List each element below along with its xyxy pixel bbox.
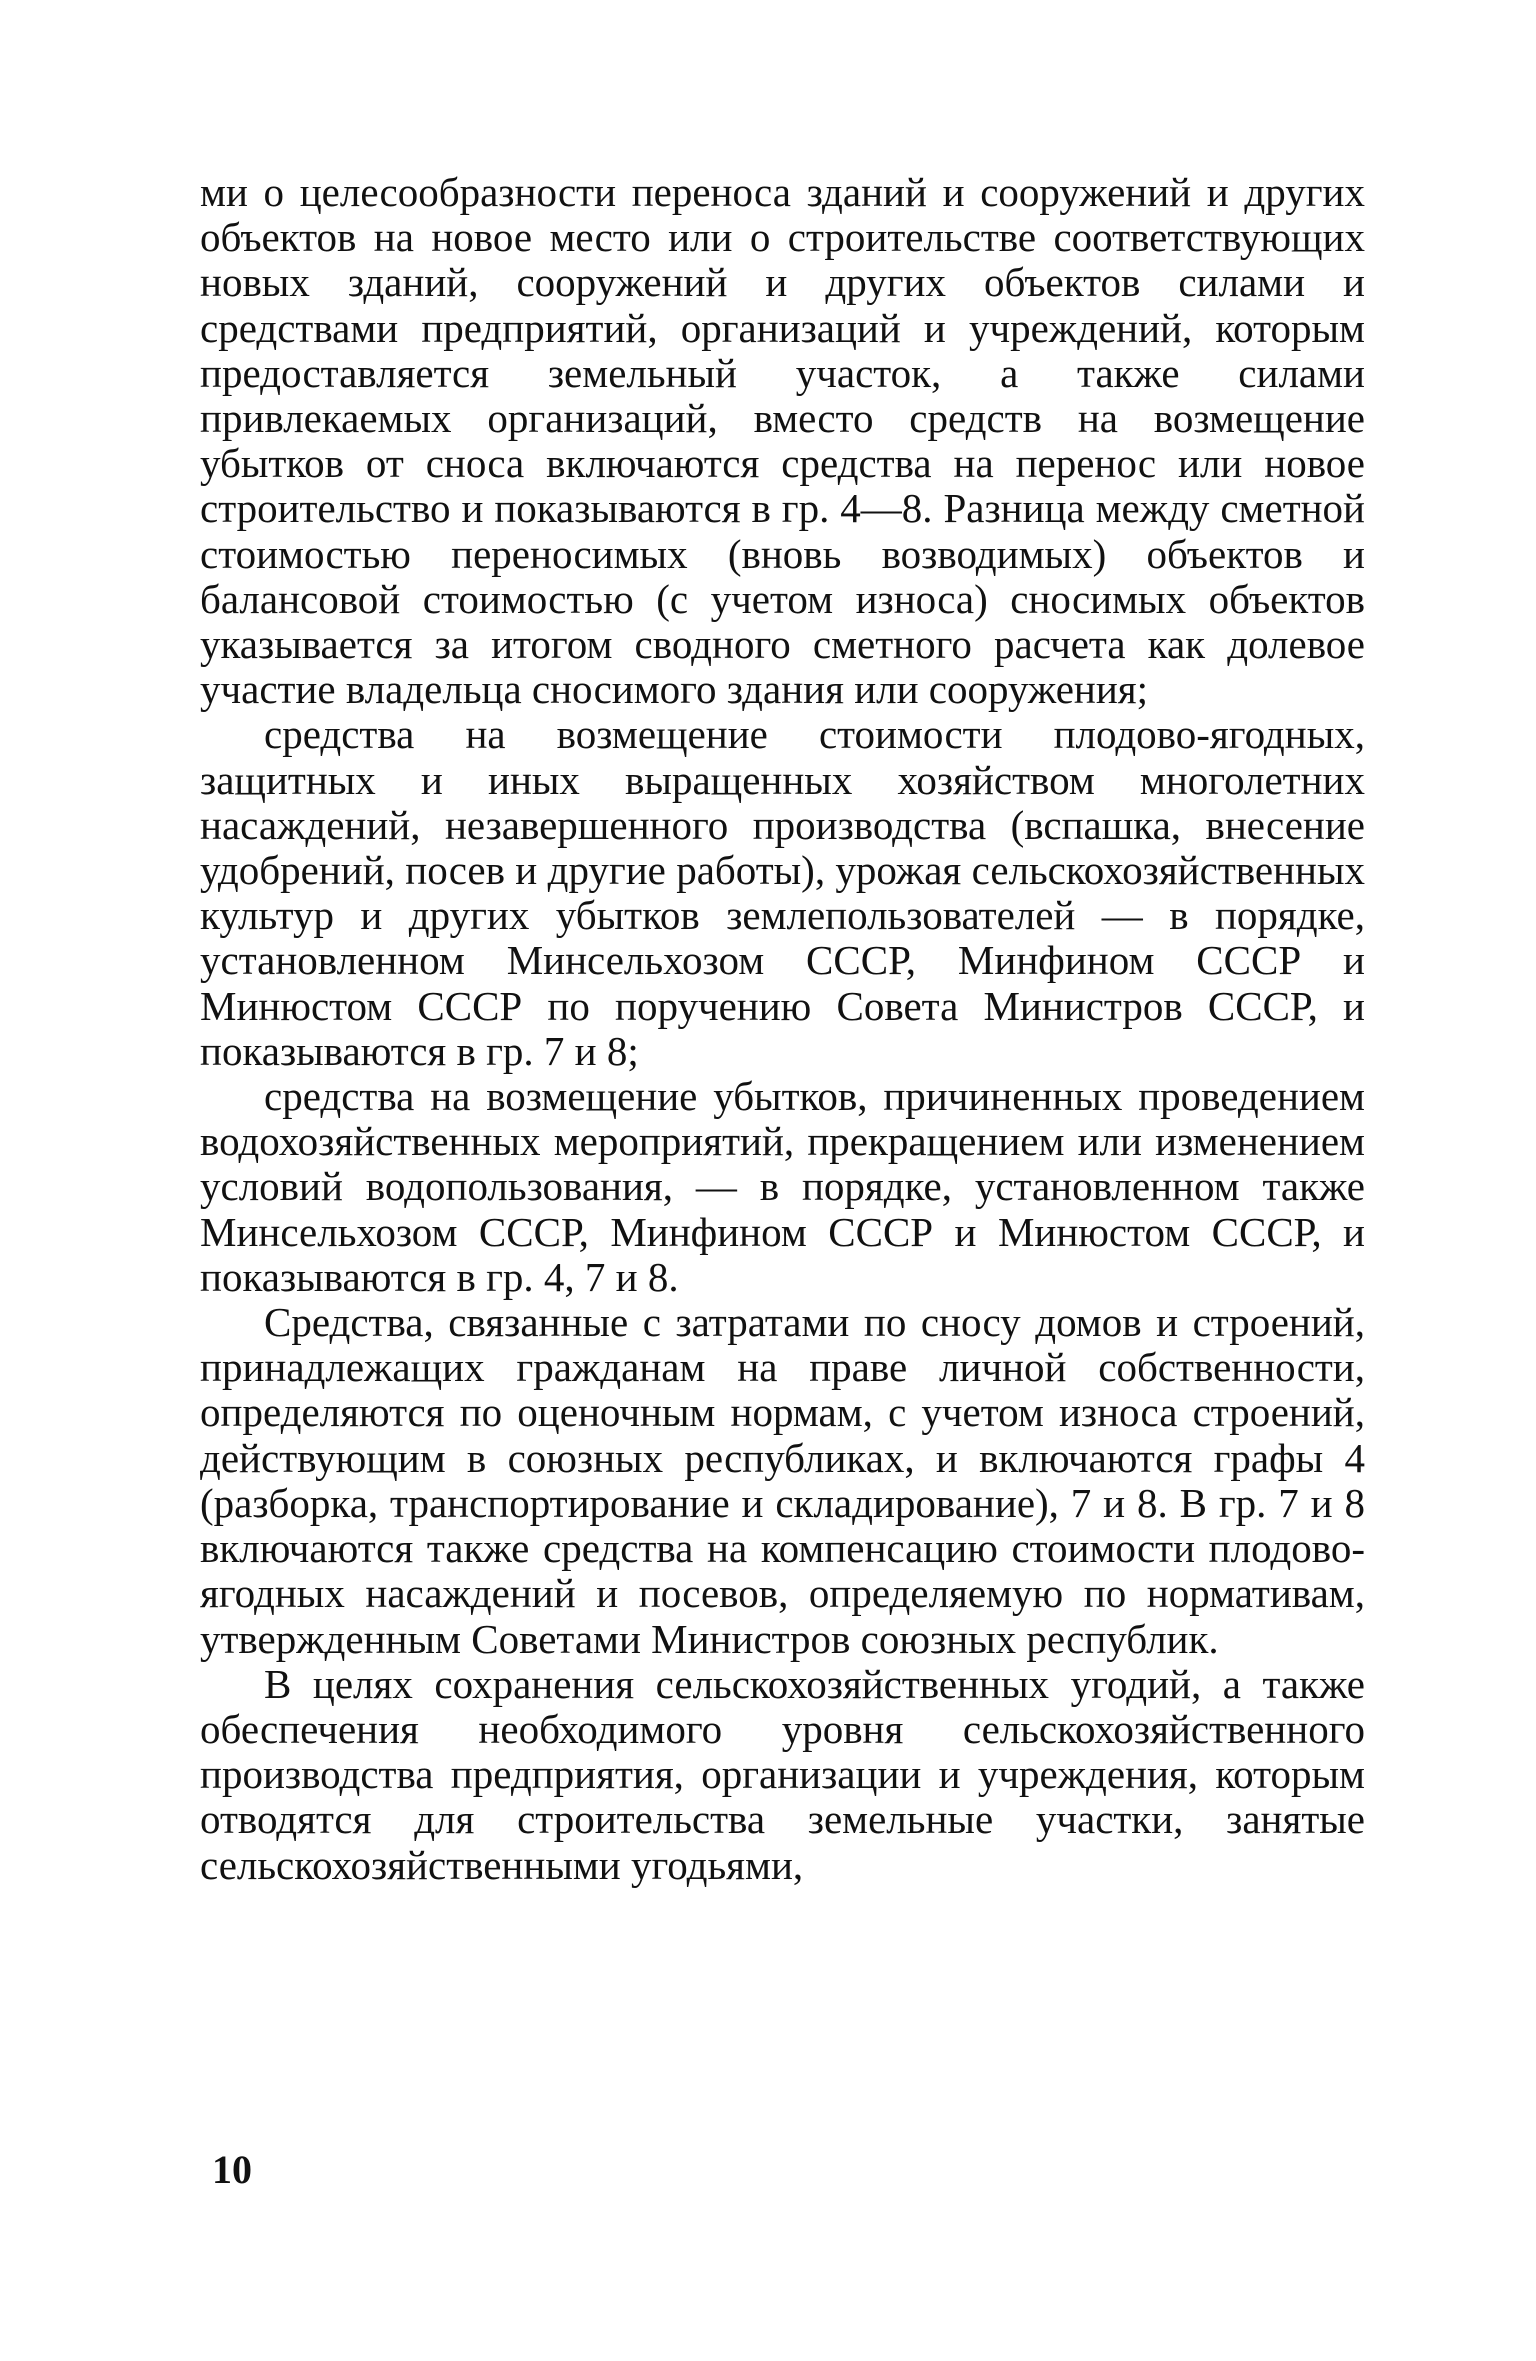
paragraph-plantings-compensation: средства на возмещение стоимости плодово-ягодных, защитных и иных выращенных хозяйством многолетних насаждений, незавершенного производства (вспашка, внесение удобрений, посев и другие работы), урожая сельскохозяйственных культур и других убытков землепользователей — в порядке, установленном Минсельхозом СССР, Минфином СССР и Минюстом СССР по поручению Совета Министров СССР, и показываются в гр. 7 и 8;: [200, 711, 1365, 1074]
body-text: [200, 170, 1365, 1888]
paragraph-agricultural-land: В целях сохранения сельскохозяйственных угодий, а также обеспечения необходимого уровня сельскохозяйственного производства предприятия, организации и учреждения, которым отводятся для строительства земельные участки, занятые сельскохозяйственными угодьями,: [200, 1660, 1365, 1888]
paragraph-continuation: ми о целесообразности переноса зданий и сооружений и других объектов на новое место или о строительстве соответствующих новых зданий, сооружений и других объектов силами и средствами предприятий, организаций и учреждений, которым предоставляется земельный участок, а также силами привлекаемых организаций, вместо средств на возмещение убытков от сноса включаются средства на перенос или новое строительство и показываются в гр. 4—8. Разница между сметной стоимостью переносимых (вновь возводимых) объектов и балансовой стоимостью (с учетом износа) сносимых объектов указывается за итогом сводного сметного расчета как долевое участие владельца сносимого здания или сооружения;: [200, 169, 1365, 713]
paragraph-water-management-losses: средства на возмещение убытков, причиненных проведением водохозяйственных мероприятий, прекращением или изменением условий водопользования, — в порядке, установленном также Минсельхозом СССР, Минфином СССР и Минюстом СССР, и показываются в гр. 4, 7 и 8.: [200, 1073, 1365, 1300]
page-number: 10: [212, 2147, 252, 2192]
paragraph-private-houses-demolition: Средства, связанные с затратами по сносу домов и строений, принадлежащих гражданам на праве личной собственности, определяются по оценочным нормам, с учетом износа строений, действующим в союзных республиках, и включаются графы 4 (разборка, транспортирование и складирование), 7 и 8. В гр. 7 и 8 включаются также средства на компенсацию стоимости плодово-ягодных насаждений и посевов, определяемую по нормативам, утвержденным Советами Министров союзных республик.: [200, 1299, 1365, 1662]
